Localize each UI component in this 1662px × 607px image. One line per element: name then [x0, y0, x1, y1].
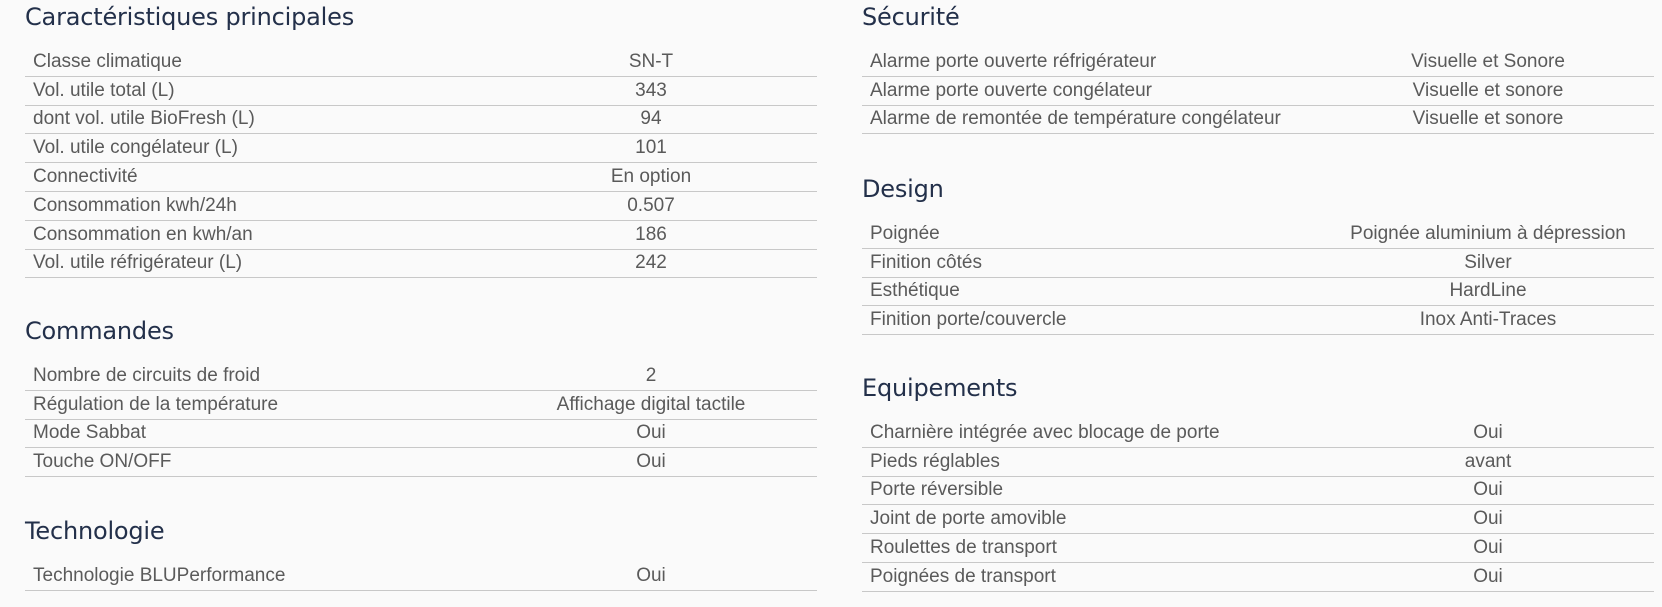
- spec-table: [862, 419, 1654, 592]
- row-label: Charnière intégrée avec blocage de porte: [870, 421, 1220, 443]
- table-row: [862, 278, 1654, 307]
- row-value: 2: [645, 364, 657, 386]
- table-row: [25, 163, 817, 192]
- row-label: Poignée: [870, 222, 940, 244]
- table-row: [862, 534, 1654, 563]
- table-row: [25, 106, 817, 135]
- table-row: [862, 77, 1654, 106]
- table-row: [25, 192, 817, 221]
- row-value: Oui: [636, 451, 666, 473]
- row-value: SN-T: [628, 50, 674, 72]
- row-label: Classe climatique: [33, 50, 182, 72]
- row-value: 186: [635, 223, 667, 245]
- row-value: Visuelle et sonore: [1412, 108, 1564, 130]
- row-value: Oui: [636, 564, 666, 586]
- table-row: [25, 77, 817, 106]
- section-title: Commandes: [25, 317, 174, 345]
- row-label: Finition côtés: [870, 251, 982, 273]
- section-title: Design: [862, 175, 944, 203]
- row-value: HardLine: [1449, 280, 1527, 302]
- row-label: Alarme porte ouverte congélateur: [870, 79, 1152, 101]
- row-value: Inox Anti-Traces: [1419, 309, 1557, 331]
- section-securite: [862, 0, 1654, 134]
- row-label: dont vol. utile BioFresh (L): [33, 108, 255, 130]
- row-value: 0.507: [627, 194, 675, 216]
- row-value: Poignée aluminium à dépression: [1350, 222, 1626, 244]
- spec-table: [25, 362, 817, 477]
- row-value: 242: [635, 252, 667, 274]
- row-label: Alarme porte ouverte réfrigérateur: [870, 50, 1157, 72]
- row-value: Oui: [1473, 565, 1503, 587]
- row-label: Mode Sabbat: [33, 422, 147, 444]
- row-value: Oui: [1473, 537, 1503, 559]
- table-row: [862, 220, 1654, 249]
- table-row: [25, 250, 817, 279]
- row-label: Vol. utile congélateur (L): [33, 137, 238, 159]
- table-row: [862, 106, 1654, 135]
- row-value: 101: [635, 137, 667, 159]
- table-row: [25, 391, 817, 420]
- row-value: Visuelle et Sonore: [1411, 50, 1565, 72]
- table-row: [25, 221, 817, 250]
- row-value: Oui: [1473, 479, 1503, 501]
- section-commandes: [25, 314, 817, 477]
- spec-table: [25, 48, 817, 278]
- row-label: Porte réversible: [870, 479, 1004, 501]
- table-row: [862, 505, 1654, 534]
- row-value: Oui: [1473, 421, 1503, 443]
- row-value: Silver: [1464, 251, 1512, 273]
- row-label: Connectivité: [33, 166, 138, 188]
- row-value: Oui: [1473, 508, 1503, 530]
- table-row: [25, 134, 817, 163]
- row-label: Roulettes de transport: [870, 537, 1057, 559]
- table-row: [862, 448, 1654, 477]
- table-row: [862, 477, 1654, 506]
- row-label: Touche ON/OFF: [33, 451, 172, 473]
- row-value: Affichage digital tactile: [556, 393, 746, 415]
- row-label: Poignées de transport: [870, 565, 1056, 587]
- table-row: [25, 362, 817, 391]
- spec-table: [25, 562, 817, 591]
- section-caracteristiques: [25, 0, 817, 278]
- row-label: Vol. utile réfrigérateur (L): [33, 252, 243, 274]
- row-value: En option: [610, 166, 692, 188]
- row-label: Vol. utile total (L): [33, 79, 175, 101]
- row-label: Régulation de la température: [33, 393, 279, 415]
- section-title: Sécurité: [862, 3, 960, 31]
- section-technologie: [25, 514, 817, 591]
- table-row: [862, 563, 1654, 592]
- row-label: Alarme de remontée de température congélateur: [870, 108, 1281, 130]
- table-row: [25, 448, 817, 477]
- section-title: Technologie: [25, 517, 165, 545]
- row-label: Technologie BLUPerformance: [33, 564, 286, 586]
- row-label: Finition porte/couvercle: [870, 309, 1067, 331]
- table-row: [25, 48, 817, 77]
- table-row: [862, 48, 1654, 77]
- section-title: Equipements: [862, 374, 1018, 402]
- table-row: [862, 419, 1654, 448]
- row-label: Consommation kwh/24h: [33, 194, 237, 216]
- table-row: [862, 306, 1654, 335]
- row-label: Nombre de circuits de froid: [33, 364, 261, 386]
- row-label: Consommation en kwh/an: [33, 223, 253, 245]
- row-label: Joint de porte amovible: [870, 508, 1067, 530]
- row-value: Oui: [636, 422, 666, 444]
- row-value: Visuelle et sonore: [1412, 79, 1564, 101]
- spec-table: [862, 48, 1654, 134]
- row-value: 94: [640, 108, 662, 130]
- table-row: [25, 420, 817, 449]
- section-equipements: [862, 371, 1654, 592]
- section-design: [862, 172, 1654, 335]
- row-value: avant: [1464, 450, 1512, 472]
- table-row: [25, 562, 817, 591]
- spec-table: [862, 220, 1654, 335]
- row-label: Esthétique: [870, 280, 960, 302]
- section-title: Caractéristiques principales: [25, 3, 354, 31]
- row-value: 343: [635, 79, 667, 101]
- table-row: [862, 249, 1654, 278]
- row-label: Pieds réglables: [870, 450, 1000, 472]
